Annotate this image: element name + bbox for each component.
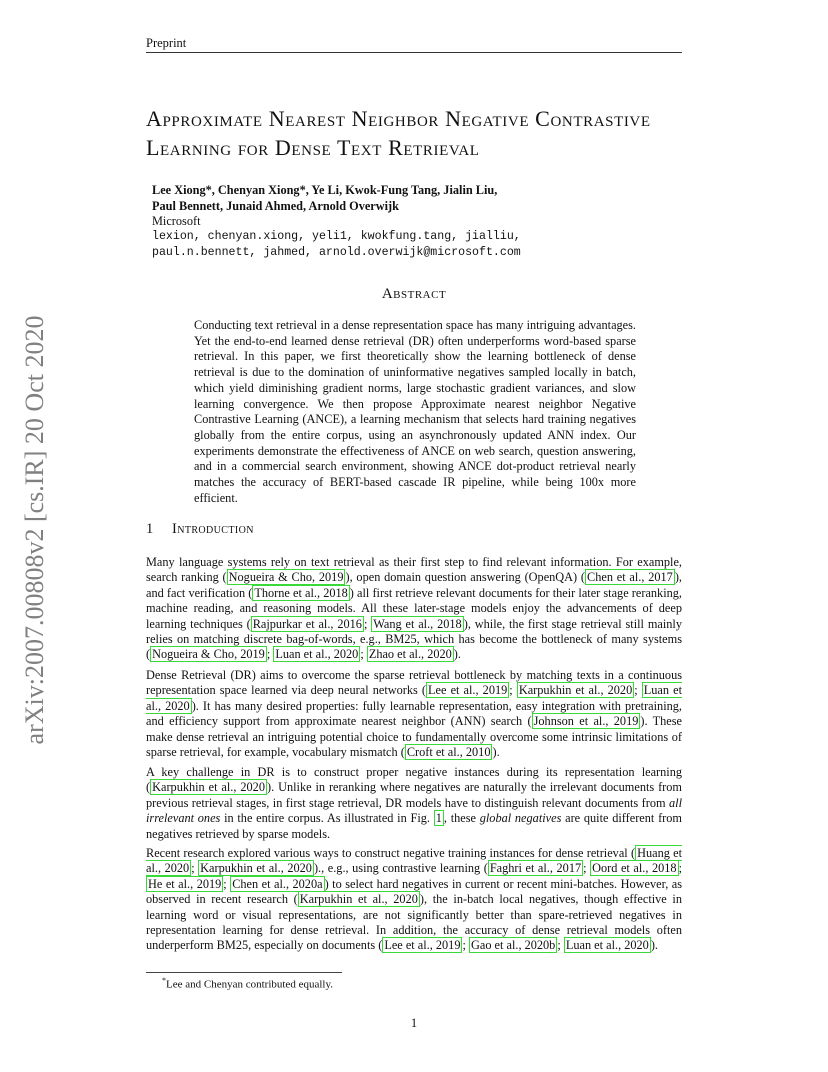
author-line-1: Lee Xiong*, Chenyan Xiong*, Ye Li, Kwok-Fung Tang, Jialin Liu, xyxy=(152,183,498,197)
citation-link[interactable]: Johnson et al., 2019 xyxy=(533,714,639,729)
citation-link[interactable]: Faghri et al., 2017 xyxy=(489,861,582,876)
citation-link[interactable]: Luan et al., 2020 xyxy=(275,647,359,662)
citation-link[interactable]: He et al., 2019 xyxy=(148,876,222,891)
text-run: ; xyxy=(583,861,591,876)
citation-link[interactable]: Chen et al., 2020a xyxy=(232,876,323,891)
text-run: ; xyxy=(223,876,231,891)
text-run: ). It has many desired properties: fully learnable representation, easy integration with pretraining, and efficiency support from approximate nearest neighbor (ANN) search ( xyxy=(146,698,682,729)
citation-link[interactable]: Huang et al., 2020 xyxy=(146,846,683,876)
running-header: Preprint xyxy=(146,36,187,50)
text-run: ; xyxy=(191,861,199,876)
text-run: are quite different from negatives retrieved by sparse models. xyxy=(146,811,682,841)
page-number: 1 xyxy=(410,1016,418,1030)
text-run: ; xyxy=(360,647,367,662)
footnote-text: Lee and Chenyan contributed equally. xyxy=(166,978,333,991)
paper-title: Approximate Nearest Neighbor Negative Contrastive Learning for Dense Text Retrieval xyxy=(146,106,651,160)
citation-link[interactable]: Oord et al., 2018 xyxy=(592,861,677,876)
text-run: ). xyxy=(492,745,500,760)
text-run: ; xyxy=(509,683,517,698)
text-run: ). xyxy=(453,647,461,662)
text-run: ), and fact verification ( xyxy=(146,570,682,600)
text-run: Many language systems rely on text retrieval as their first step to find relevant information. For example, search ranking ( xyxy=(146,555,682,585)
text-run: , these xyxy=(443,811,480,826)
text-run: ), while, the first stage retrieval still mainly relies on matching discrete bag-of-words, e.g., BM25, which has become the bottleneck of many systems ( xyxy=(146,616,682,662)
citation-link[interactable]: Rajpurkar et al., 2016 xyxy=(252,616,362,631)
citation-link[interactable]: Nogueira & Cho, 2019 xyxy=(152,647,265,662)
text-run: Dense Retrieval (DR) aims to overcome the sparse retrieval bottleneck by matching texts in a continuous representation space learned via deep neural networks ( xyxy=(146,668,682,698)
text-run: ). Unlike in reranking where negatives are naturally the irrelevant documents from previous retrieval stages, in first stage retrieval, DR models have to distinguish relevant documents from xyxy=(146,780,682,810)
text-run: A key challenge in DR is to construct proper negative instances during its representation learning ( xyxy=(146,765,682,795)
author-line-2: Paul Bennett, Junaid Ahmed, Arnold Overwijk xyxy=(152,199,399,213)
citation-link[interactable]: Gao et al., 2020b xyxy=(470,938,556,953)
email-line-1: lexion, chenyan.xiong, yeli1, kwokfung.tang, jialliu, xyxy=(152,230,521,243)
email-list xyxy=(152,229,672,261)
citation-link[interactable]: Karpukhin et al., 2020 xyxy=(299,892,418,907)
citation-link[interactable]: Karpukhin et al., 2020 xyxy=(200,861,312,876)
text-run: ) to select hard negatives in current or recent mini-batches. However, as observed in recent research ( xyxy=(146,876,682,907)
citation-link[interactable]: Thorne et al., 2018 xyxy=(254,585,348,600)
citation-link[interactable]: Chen et al., 2017 xyxy=(587,570,673,585)
text-run: ; xyxy=(266,647,274,662)
figure-link[interactable]: 1 xyxy=(435,811,442,826)
text-run: )., e.g., using contrastive learning ( xyxy=(313,861,488,876)
paragraph-1 xyxy=(146,555,682,663)
citation-link[interactable]: Lee et al., 2019 xyxy=(384,938,461,953)
section-number: 1 xyxy=(146,521,154,537)
citation-link[interactable]: Zhao et al., 2020 xyxy=(368,647,452,662)
citation-link[interactable]: Wang et al., 2018 xyxy=(373,616,462,631)
abstract-body: Conducting text retrieval in a dense representation space has many intriguing advantages. Yet the end-to-end learned dense retrieval (DR) often underperforms word-based sparse retrieval. In this paper, we first theoretically show the learning bottleneck of dense retrieval is due to the domination of uninformative negatives sampled locally in batch, which yield diminishing gradient norms, large stochastic gradient variances, and slow learning convergence. We then propose Approximate nearest neighbor Negative Contrastive Learning (ANCE), a learning mechanism that selects hard training negatives globally from the entire corpus, using an asynchronously updated ANN index. Our experiments demonstrate the effectiveness of ANCE on web search, question answering, and in a commercial search environment, showing ANCE dot-product retrieval nearly matches the accuracy of BERT-based cascade IR pipeline, while being 100x more efficient. xyxy=(194,318,636,505)
footnote-mark: * xyxy=(162,976,166,985)
paragraph-2 xyxy=(146,668,682,760)
paragraph-4 xyxy=(146,846,682,954)
text-run: ), open domain question answering (OpenQA) ( xyxy=(345,570,586,585)
emphasis: all irrelevant ones xyxy=(146,795,682,826)
author-list xyxy=(152,182,672,214)
section-heading-introduction xyxy=(146,521,254,538)
text-run: ; xyxy=(363,616,372,631)
citation-link[interactable]: Nogueira & Cho, 2019 xyxy=(228,570,344,585)
abstract-heading: Abstract xyxy=(381,286,447,302)
text-run: ; xyxy=(462,938,469,953)
text-run: ). xyxy=(650,938,658,953)
arxiv-stamp xyxy=(10,295,60,765)
text-run: Recent research explored various ways to construct negative training instances for dense retrieval ( xyxy=(146,846,636,860)
affiliation: Microsoft xyxy=(152,214,201,228)
email-line-2: paul.n.bennett, jahmed, arnold.overwijk@microsoft.com xyxy=(152,246,521,259)
text-run: ; xyxy=(557,938,564,953)
citation-link[interactable]: Lee et al., 2019 xyxy=(428,683,508,698)
text-run: ; xyxy=(634,683,642,698)
footnote-rule xyxy=(146,972,342,973)
citation-link[interactable]: Karpukhin et al., 2020 xyxy=(518,683,633,698)
section-title: Introduction xyxy=(172,521,254,537)
text-run: ) all first retrieve relevant documents for their later stage reranking, machine reading, and reasoning models. All these later-stage models enjoy the advancements of deep learning techniques ( xyxy=(146,585,682,631)
emphasis: global negatives xyxy=(479,811,562,826)
citation-link[interactable]: Croft et al., 2010 xyxy=(406,745,491,760)
citation-link[interactable]: Karpukhin et al., 2020 xyxy=(152,780,265,795)
text-run: ; xyxy=(678,861,682,876)
citation-link[interactable]: Luan et al., 2020 xyxy=(565,938,649,953)
text-run: ), the in-batch local negatives, though effective in learning word or visual representations, are not significantly better than spare-retrieved negatives in representation learning for dense retrieval. In addition, the accuracy of dense retrieval models often underperform BM25, especially on documents ( xyxy=(146,892,683,953)
arxiv-stamp-text: arXiv:2007.00808v2 [cs.IR] 20 Oct 2020 xyxy=(20,315,49,745)
text-run: ). These make dense retrieval an intriguing potential choice to fundamentally overcome some intrinsic limitations of sparse retrieval, for example, vocabulary mismatch ( xyxy=(146,714,682,760)
paragraph-3 xyxy=(146,765,682,842)
text-run: in the entire corpus. As illustrated in Fig. xyxy=(220,811,434,826)
citation-link[interactable]: Luan et al., 2020 xyxy=(146,683,682,713)
header-rule xyxy=(146,52,682,53)
footnote xyxy=(162,976,333,991)
